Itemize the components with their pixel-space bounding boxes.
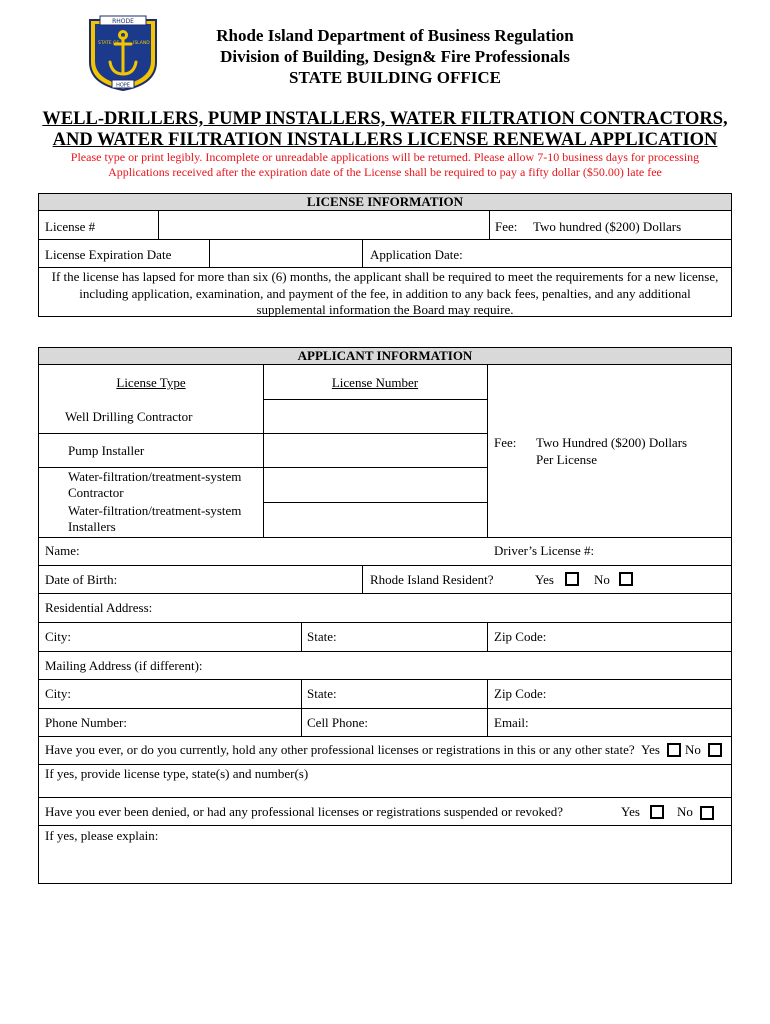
- applicant-information-section: [38, 347, 732, 884]
- license-type-water-filtration-installers: Water-filtration/treatment-system Installers: [68, 503, 242, 534]
- ri-resident-label: Rhode Island Resident?: [370, 572, 494, 587]
- mailing-zip-label: Zip Code:: [494, 686, 547, 701]
- department-name: Rhode Island Department of Business Regulation: [216, 26, 574, 45]
- seal-text-right: ISLAND: [133, 41, 150, 46]
- seal-text-top: RHODE: [112, 18, 134, 25]
- water-filtration-contractor-license-number-field[interactable]: [264, 468, 486, 501]
- residential-city-label: City:: [45, 629, 72, 644]
- license-type-water-filtration-contractor: Water-filtration/treatment-system Contractor: [68, 469, 242, 500]
- form-title-line2: AND WATER FILTRATION INSTALLERS LICENSE RENEWAL APPLICATION: [52, 130, 718, 150]
- license-type-header: License Type: [116, 375, 186, 390]
- seal-text-left: STATE OF: [98, 41, 120, 46]
- residential-state-label: State:: [307, 629, 337, 644]
- drivers-license-label: Driver’s License #:: [494, 543, 595, 558]
- lapsed-license-notice: If the license has lapsed for more than six (6) months, the applicant shall be required to meet the requirements for a new license, including application, examination, and payment of the fee, in addition to any back fees, penalties, and any additional supplemental information the Board may require.: [51, 269, 719, 317]
- license-information-heading: LICENSE INFORMATION: [39, 194, 731, 211]
- other-licenses-no-checkbox[interactable]: [708, 743, 722, 757]
- other-licenses-yes-checkbox[interactable]: [667, 743, 681, 757]
- phone-number-label: Phone Number:: [45, 715, 127, 730]
- date-of-birth-label: Date of Birth:: [45, 572, 118, 587]
- license-number-header: License Number: [331, 375, 419, 390]
- pump-installer-license-number-field[interactable]: [264, 434, 486, 466]
- applicant-information-heading: APPLICANT INFORMATION: [39, 348, 731, 365]
- application-date-label: Application Date:: [370, 247, 463, 262]
- license-denied-explanation-field[interactable]: [40, 846, 730, 882]
- license-type-pump-installer: Pump Installer: [68, 443, 145, 458]
- other-licenses-details-field[interactable]: [40, 784, 730, 797]
- water-filtration-installers-license-number-field[interactable]: [264, 503, 486, 536]
- ri-resident-no-checkbox[interactable]: [619, 572, 633, 586]
- license-denied-yes-checkbox[interactable]: [650, 805, 664, 819]
- other-licenses-no-label: No: [685, 742, 701, 757]
- division-name: Division of Building, Design& Fire Professionals: [220, 47, 570, 66]
- license-denied-followup-label: If yes, please explain:: [45, 828, 159, 843]
- license-denied-question: Have you ever been denied, or had any professional licenses or registrations suspended or revoked?: [45, 804, 564, 819]
- well-drilling-license-number-field[interactable]: [264, 400, 486, 432]
- other-licenses-yes-label: Yes: [641, 742, 660, 757]
- fee-value: Two hundred ($200) Dollars: [533, 219, 682, 234]
- license-denied-yes-label: Yes: [621, 804, 640, 819]
- applicant-fee-per-license: Per License: [536, 452, 598, 467]
- email-label: Email:: [494, 715, 529, 730]
- license-expiration-label: License Expiration Date: [45, 247, 172, 262]
- instructions-line1: Please type or print legibly. Incomplete or unreadable applications will be returned. Please allow 7-10 business days for processing: [70, 150, 700, 164]
- license-expiration-field[interactable]: [211, 240, 361, 266]
- license-type-well-drilling: Well Drilling Contractor: [65, 409, 193, 424]
- fee-label: Fee:: [495, 219, 518, 234]
- name-label: Name:: [45, 543, 80, 558]
- license-number-field[interactable]: [160, 212, 488, 238]
- ri-resident-yes-label: Yes: [535, 572, 554, 587]
- ri-resident-no-label: No: [594, 572, 610, 587]
- form-title-line1: WELL-DRILLERS, PUMP INSTALLERS, WATER FILTRATION CONTRACTORS,: [42, 109, 728, 129]
- other-licenses-question: Have you ever, or do you currently, hold any other professional licenses or registrations in this or any other state?: [45, 742, 635, 757]
- mailing-address-label: Mailing Address (if different):: [45, 658, 203, 673]
- residential-address-label: Residential Address:: [45, 600, 153, 615]
- license-information-section: [38, 193, 732, 317]
- license-denied-no-checkbox[interactable]: [700, 806, 714, 820]
- instructions-line2: Applications received after the expiration date of the License shall be required to pay a fifty dollar ($50.00) late fee: [108, 165, 662, 179]
- license-denied-no-label: No: [677, 804, 693, 819]
- mailing-state-label: State:: [307, 686, 337, 701]
- applicant-fee-value: Two Hundred ($200) Dollars: [536, 435, 688, 450]
- application-date-field[interactable]: [489, 240, 729, 266]
- ri-resident-yes-checkbox[interactable]: [565, 572, 579, 586]
- cell-phone-label: Cell Phone:: [307, 715, 369, 730]
- applicant-fee-label: Fee:: [494, 435, 517, 450]
- seal-text-bottom: HOPE: [116, 82, 130, 89]
- residential-zip-label: Zip Code:: [494, 629, 547, 644]
- mailing-city-label: City:: [45, 686, 72, 701]
- other-licenses-followup-label: If yes, provide license type, state(s) and number(s): [45, 766, 309, 781]
- rhode-island-seal-logo: [86, 14, 160, 92]
- license-number-label: License #: [45, 219, 96, 234]
- office-name: STATE BUILDING OFFICE: [289, 68, 501, 87]
